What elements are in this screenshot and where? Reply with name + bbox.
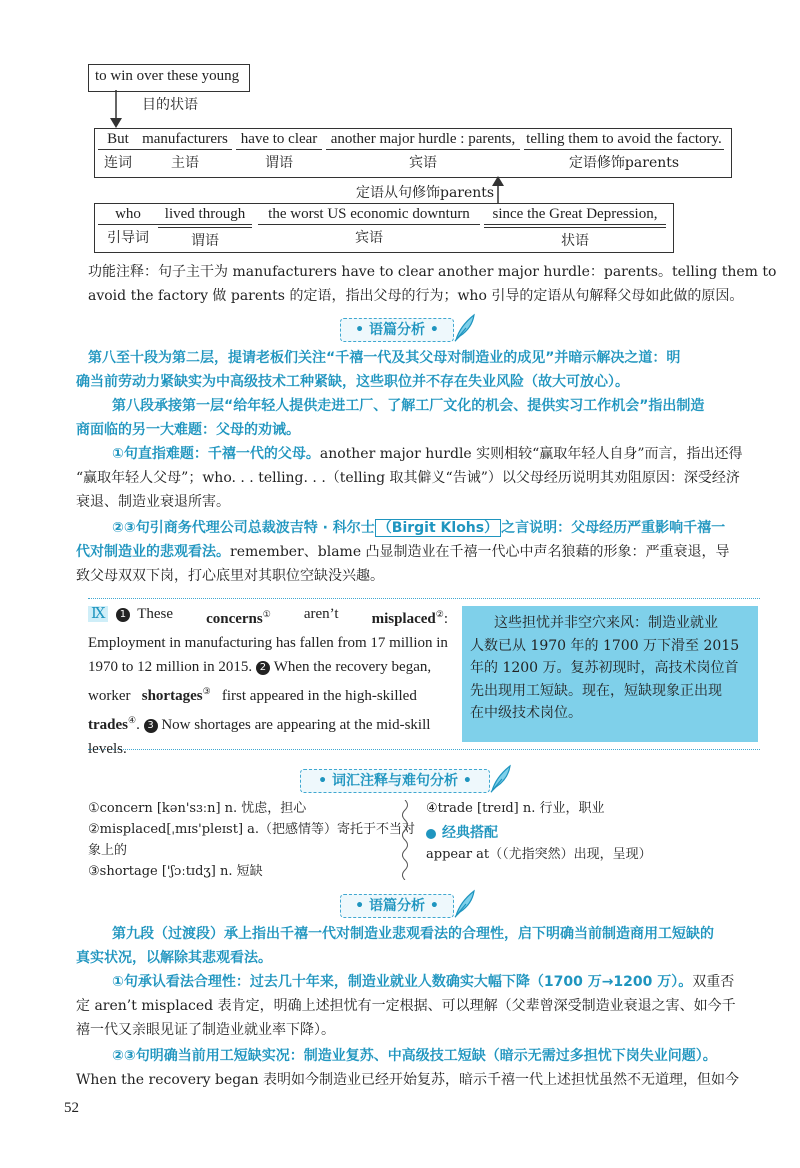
section-label-discourse-2: • 语篇分析 • — [340, 894, 454, 918]
vocab-right: ④trade [treɪd] n. 行业，职业 经典搭配 appear at（（尤指突然）出现，呈现） — [426, 801, 652, 862]
vocab-left: ①concern [kən'sɜːn] n. 忧虑，担心 ②misplaced[ˌmɪs'pleɪst] a.（把感情等）寄托于不当对 象上的 ③shortage ['ʃɔːtɪdʒ] n. 短缺 — [88, 801, 416, 879]
main-word-subject: manufacturers 主语 — [138, 131, 232, 172]
rel-word-who: who 引导词 — [98, 206, 158, 247]
section9-text: Ⅸ 1 These concerns① aren’t misplaced②: Employment in manufacturing has fallen from 17 million in 1970 to 12 million in 2015. 2 When the recovery began, worker shortages③ first appeared in the high-skilled trades④. 3 Now shortages are appearing at the mid-skill levels. — [88, 606, 448, 757]
main-word-object: another major hurdle : parents, 宾语 — [326, 131, 520, 172]
page-number: 52 — [64, 1100, 79, 1116]
main-word-attributive: telling them to avoid the factory. 定语修饰parents — [524, 131, 724, 172]
adverbial-box — [88, 64, 250, 92]
analysis9-point2: ②③句明确当前用工短缺实况：制造业复苏、中高级技工短缺（暗示无需过多担忧下岗失业问题）。 When the recovery began 表明如今制造业已经开始复苏，暗示千禧一代上述担忧虽然不无道理，但如今 — [76, 1048, 740, 1088]
section-label-discourse: • 语篇分析 • — [340, 318, 454, 342]
divider-squiggle — [400, 800, 410, 880]
analysis8-summary: 第八至十段为第二层，提请老板们关注“千禧一代及其父母对制造业的成见”并暗示解决之道：明 确当前劳动力紧缺实为中高级技术工种紧缺，这些职位并不存在失业风险（故大可放心）。 — [76, 350, 681, 390]
rel-word-predicate: lived through 谓语 — [158, 206, 252, 250]
relative-label: 定语从句修饰parents — [356, 185, 495, 201]
quill-icon — [452, 312, 478, 342]
adverbial-text: to win over these young — [95, 68, 240, 84]
rel-word-object: the worst US economic downturn 宾语 — [258, 206, 480, 247]
main-word-predicate: have to clear 谓语 — [236, 131, 322, 172]
sentence-1-marker: 1 — [116, 608, 130, 622]
bullet-icon — [426, 829, 436, 839]
adverbial-label: 目的状语 — [142, 97, 198, 113]
rel-word-adverbial: since the Great Depression, 状语 — [484, 206, 666, 250]
analysis9-point1: ①句承认看法合理性：过去几十年来，制造业就业人数确实大幅下降（1700 万→1200 万）。双重否 定 aren’t misplaced 表肯定，明确上述担忧有一定根据、可以理解（父辈曾深受制造业衰退之害、如今千 禧一代又亲眼见证了制造业就业率下降）。 — [76, 974, 736, 1038]
section-label-vocab: • 词汇注释与难句分析 • — [300, 769, 490, 793]
function-note: 功能注释：句子主干为 manufacturers have to clear another major hurdle：parents。telling them to avoid the factory 做 parents 的定语，指出父母的行为；who 引导的定语从句解释父母如此做的原因。 — [88, 264, 777, 304]
sentence-3-marker: 3 — [144, 719, 158, 733]
quill-icon — [452, 888, 478, 918]
main-word-but: But 连词 — [98, 131, 138, 172]
analysis8-point1: ①句直指难题：千禧一代的父母。another major hurdle 实则相较“赢取年轻人自身”而言，指出还得 “赢取年轻人父母”；who. . . telling. . .（telling 取其僻义“告诫”）以父母经历说明其劝阻原因：深受经济 衰退、制造业衰退所害。 — [76, 446, 743, 510]
analysis9-summary: 第九段（过渡段）承上指出千禧一代对制造业悲观看法的合理性，启下明确当前制造商用工短缺的 真实状况，以解除其悲观看法。 — [76, 926, 714, 966]
sentence-2-marker: 2 — [256, 661, 270, 675]
translation-box: 这些担忧并非空穴来风：制造业就业 人数已从 1970 年的 1700 万下滑至 2015 年的 1200 万。复苏初现时，高技术岗位首 先出现用工短缺。现在，短缺现象正出现 在中级技术岗位。 — [462, 606, 758, 742]
quill-icon — [488, 763, 514, 793]
analysis8-p8: 第八段承接第一层“给年轻人提供走进工厂、了解工厂文化的机会、提供实习工作机会”指出制造 商面临的另一大难题：父母的劝诫。 — [76, 398, 705, 438]
name-box: （Birgit Klohs） — [375, 519, 501, 537]
section-number: Ⅸ — [88, 606, 108, 622]
analysis8-point2: ②③句引商务代理公司总裁波吉特 · 科尔士 （Birgit Klohs） 之言说明：父母经历严重影响千禧一 代对制造业的悲观看法。remember、blame 凸显制造业在千禧一代心中声名狼藉的形象：严重衰退，导 致父母双双下岗，打心底里对其职位空缺没兴趣。 — [76, 520, 730, 584]
adverbial-arrow — [108, 90, 124, 130]
